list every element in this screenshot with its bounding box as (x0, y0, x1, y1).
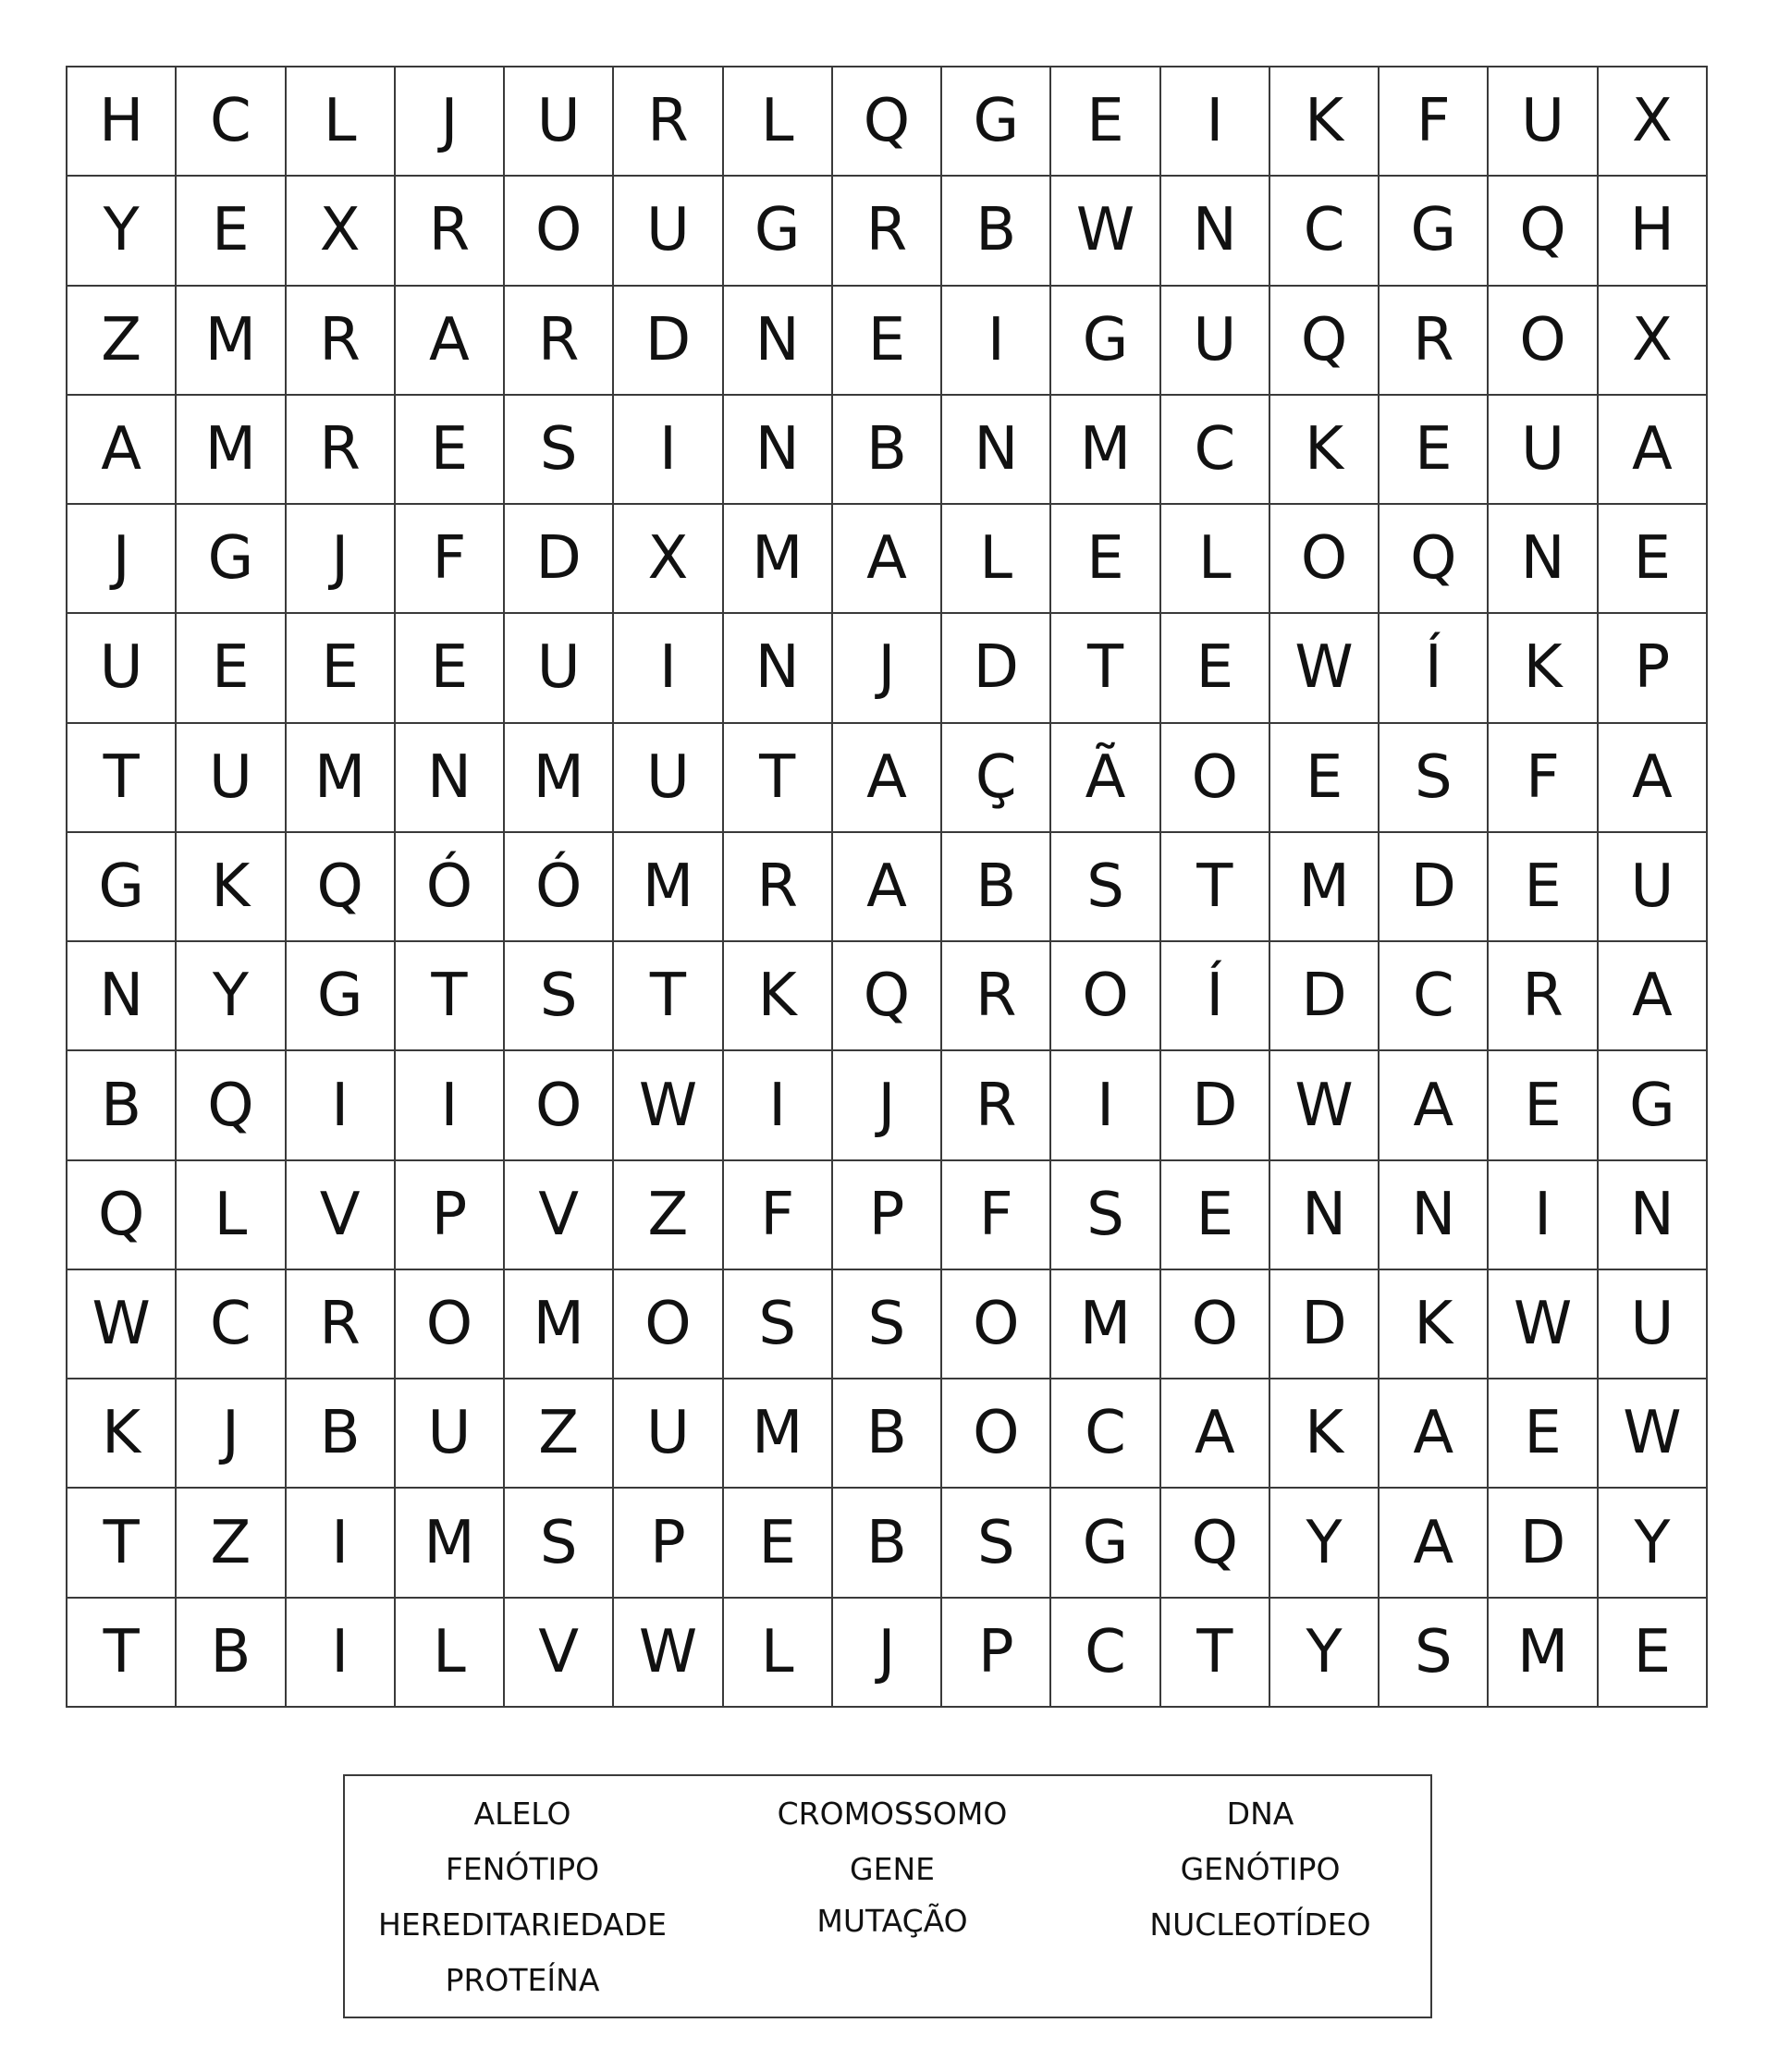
word-list-item: HEREDITARIEDADE (378, 1906, 667, 1943)
grid-cell[interactable]: L (942, 505, 1051, 614)
grid-cell[interactable]: E (1599, 505, 1708, 614)
grid-cell[interactable]: J (67, 505, 177, 614)
grid-cell[interactable]: D (1270, 1270, 1380, 1379)
word-list-box (343, 1774, 1432, 2018)
grid-cell[interactable]: Q (833, 942, 942, 1051)
grid-cell[interactable]: A (1380, 1379, 1489, 1489)
grid-cell[interactable]: R (1380, 287, 1489, 396)
grid-cell[interactable]: J (287, 505, 396, 614)
grid-cell[interactable]: A (833, 833, 942, 942)
grid-cell[interactable]: Q (1380, 505, 1489, 614)
grid-cell[interactable]: S (1051, 1161, 1160, 1270)
grid-cell[interactable]: S (724, 1270, 833, 1379)
grid-cell[interactable]: O (942, 1379, 1051, 1489)
grid-cell[interactable]: T (1051, 614, 1160, 723)
grid-cell[interactable]: N (724, 396, 833, 505)
grid-cell[interactable]: U (614, 724, 723, 833)
grid-cell[interactable]: X (1599, 287, 1708, 396)
grid-cell[interactable]: S (942, 1489, 1051, 1598)
grid-cell[interactable]: Y (177, 942, 286, 1051)
grid-cell[interactable]: B (833, 1379, 942, 1489)
grid-cell[interactable]: K (1380, 1270, 1489, 1379)
grid-cell[interactable]: W (1270, 1051, 1380, 1160)
grid-cell[interactable]: J (833, 614, 942, 723)
grid-cell[interactable]: N (724, 614, 833, 723)
grid-cell[interactable]: M (1051, 1270, 1160, 1379)
grid-cell[interactable]: K (724, 942, 833, 1051)
grid-cell[interactable]: T (67, 1599, 177, 1708)
grid-cell[interactable]: S (505, 942, 614, 1051)
grid-cell[interactable]: G (1051, 1489, 1160, 1598)
grid-cell[interactable]: Q (287, 833, 396, 942)
grid-cell[interactable]: D (1270, 942, 1380, 1051)
grid-cell[interactable]: R (1489, 942, 1598, 1051)
grid-cell[interactable]: O (505, 177, 614, 286)
grid-cell[interactable]: W (614, 1051, 723, 1160)
grid-cell[interactable]: Q (67, 1161, 177, 1270)
grid-cell[interactable]: E (724, 1489, 833, 1598)
grid-cell[interactable]: M (505, 1270, 614, 1379)
grid-cell[interactable]: L (287, 67, 396, 177)
grid-cell[interactable]: E (1270, 724, 1380, 833)
grid-cell[interactable]: D (1380, 833, 1489, 942)
grid-cell[interactable]: Z (67, 287, 177, 396)
grid-cell[interactable]: G (1380, 177, 1489, 286)
grid-cell[interactable]: P (396, 1161, 505, 1270)
word-list-item: NUCLEOTÍDEO (1149, 1906, 1371, 1943)
grid-cell[interactable]: I (614, 614, 723, 723)
grid-cell[interactable]: K (1270, 67, 1380, 177)
grid-cell[interactable]: G (177, 505, 286, 614)
grid-cell[interactable]: E (396, 614, 505, 723)
grid-cell[interactable]: A (67, 396, 177, 505)
grid-cell[interactable]: A (1599, 724, 1708, 833)
grid-cell[interactable]: D (1161, 1051, 1270, 1160)
grid-cell[interactable]: Q (1161, 1489, 1270, 1598)
grid-cell[interactable]: S (1051, 833, 1160, 942)
grid-cell[interactable]: R (505, 287, 614, 396)
grid-cell[interactable]: D (614, 287, 723, 396)
grid-cell[interactable]: K (1270, 1379, 1380, 1489)
grid-cell[interactable]: U (396, 1379, 505, 1489)
grid-cell[interactable]: E (1380, 396, 1489, 505)
grid-cell[interactable]: U (614, 177, 723, 286)
grid-cell[interactable]: A (833, 724, 942, 833)
grid-cell[interactable]: U (505, 614, 614, 723)
word-list-item: GENÓTIPO (1180, 1851, 1341, 1887)
grid-cell[interactable]: H (1599, 177, 1708, 286)
grid-cell[interactable]: O (505, 1051, 614, 1160)
grid-cell[interactable]: L (724, 67, 833, 177)
grid-cell[interactable]: T (614, 942, 723, 1051)
grid-cell[interactable]: U (505, 67, 614, 177)
grid-cell[interactable]: I (942, 287, 1051, 396)
grid-cell[interactable]: X (1599, 67, 1708, 177)
grid-cell[interactable]: S (833, 1270, 942, 1379)
grid-cell[interactable]: M (505, 724, 614, 833)
grid-cell[interactable]: B (287, 1379, 396, 1489)
grid-cell[interactable]: Ó (505, 833, 614, 942)
grid-cell[interactable]: N (1599, 1161, 1708, 1270)
grid-cell[interactable]: N (942, 396, 1051, 505)
grid-cell[interactable]: M (724, 505, 833, 614)
grid-cell[interactable]: Z (614, 1161, 723, 1270)
grid-cell[interactable]: K (1489, 614, 1598, 723)
grid-cell[interactable]: B (67, 1051, 177, 1160)
grid-cell[interactable]: P (942, 1599, 1051, 1708)
grid-cell[interactable]: E (1489, 1051, 1598, 1160)
grid-cell[interactable]: T (1161, 1599, 1270, 1708)
grid-cell[interactable]: H (67, 67, 177, 177)
grid-cell[interactable]: F (724, 1161, 833, 1270)
grid-cell[interactable]: U (1599, 833, 1708, 942)
grid-cell[interactable]: L (177, 1161, 286, 1270)
grid-cell[interactable]: G (67, 833, 177, 942)
grid-cell[interactable]: G (1051, 287, 1160, 396)
grid-cell[interactable]: N (1161, 177, 1270, 286)
grid-cell[interactable]: E (1489, 833, 1598, 942)
grid-cell[interactable]: S (505, 1489, 614, 1598)
grid-cell[interactable]: B (177, 1599, 286, 1708)
grid-cell[interactable]: I (287, 1489, 396, 1598)
grid-cell[interactable]: O (1270, 505, 1380, 614)
grid-cell[interactable]: R (287, 287, 396, 396)
grid-cell[interactable]: F (942, 1161, 1051, 1270)
grid-cell[interactable]: B (833, 396, 942, 505)
grid-cell[interactable]: R (833, 177, 942, 286)
grid-cell[interactable]: W (1599, 1379, 1708, 1489)
grid-cell[interactable]: M (177, 287, 286, 396)
grid-cell[interactable]: O (942, 1270, 1051, 1379)
grid-cell[interactable]: N (724, 287, 833, 396)
grid-cell[interactable]: D (505, 505, 614, 614)
grid-cell[interactable]: T (67, 724, 177, 833)
grid-cell[interactable]: B (833, 1489, 942, 1598)
grid-cell[interactable]: N (1270, 1161, 1380, 1270)
grid-cell[interactable]: B (942, 833, 1051, 942)
grid-cell[interactable]: M (1051, 396, 1160, 505)
grid-cell[interactable]: M (396, 1489, 505, 1598)
grid-cell[interactable]: R (724, 833, 833, 942)
grid-cell[interactable]: Y (67, 177, 177, 286)
grid-cell[interactable]: M (724, 1379, 833, 1489)
grid-cell[interactable]: A (396, 287, 505, 396)
grid-cell[interactable]: I (1051, 1051, 1160, 1160)
grid-cell[interactable]: I (287, 1599, 396, 1708)
word-list-item: FENÓTIPO (445, 1851, 600, 1887)
grid-cell[interactable]: U (614, 1379, 723, 1489)
grid-cell[interactable]: I (1161, 67, 1270, 177)
grid-cell[interactable]: A (1161, 1379, 1270, 1489)
grid-cell[interactable]: V (505, 1599, 614, 1708)
grid-cell[interactable]: X (287, 177, 396, 286)
grid-cell[interactable]: D (1489, 1489, 1598, 1598)
grid-cell[interactable]: W (1270, 614, 1380, 723)
grid-cell[interactable]: C (1051, 1599, 1160, 1708)
grid-cell[interactable]: A (1599, 396, 1708, 505)
grid-cell[interactable]: E (396, 396, 505, 505)
grid-cell[interactable]: A (1380, 1051, 1489, 1160)
grid-cell[interactable]: T (396, 942, 505, 1051)
grid-cell[interactable]: B (942, 177, 1051, 286)
grid-cell[interactable]: W (67, 1270, 177, 1379)
grid-cell[interactable]: E (1161, 614, 1270, 723)
grid-cell[interactable]: C (1380, 942, 1489, 1051)
letter-grid (66, 66, 1708, 1708)
grid-cell[interactable]: R (396, 177, 505, 286)
grid-cell[interactable]: E (1051, 505, 1160, 614)
grid-cell[interactable]: Q (833, 67, 942, 177)
grid-cell[interactable]: L (724, 1599, 833, 1708)
grid-cell[interactable]: R (942, 1051, 1051, 1160)
grid-cell[interactable]: A (1380, 1489, 1489, 1598)
grid-cell[interactable]: L (1161, 505, 1270, 614)
grid-cell[interactable]: J (833, 1051, 942, 1160)
grid-cell[interactable]: E (177, 614, 286, 723)
grid-cell[interactable]: I (724, 1051, 833, 1160)
grid-cell[interactable]: E (1051, 67, 1160, 177)
grid-cell[interactable]: V (505, 1161, 614, 1270)
grid-cell[interactable]: O (1161, 1270, 1270, 1379)
grid-cell[interactable]: F (1489, 724, 1598, 833)
grid-cell[interactable]: S (505, 396, 614, 505)
grid-cell[interactable]: U (1489, 396, 1598, 505)
grid-cell[interactable]: E (1599, 1599, 1708, 1708)
grid-cell[interactable]: Y (1270, 1489, 1380, 1598)
grid-cell[interactable]: J (396, 67, 505, 177)
grid-cell[interactable]: N (1489, 505, 1598, 614)
grid-cell[interactable]: S (1380, 724, 1489, 833)
grid-cell[interactable]: X (614, 505, 723, 614)
grid-cell[interactable]: G (287, 942, 396, 1051)
grid-cell[interactable]: V (287, 1161, 396, 1270)
grid-cell[interactable]: U (1489, 67, 1598, 177)
grid-cell[interactable]: U (177, 724, 286, 833)
grid-cell[interactable]: S (1380, 1599, 1489, 1708)
grid-cell[interactable]: Q (1270, 287, 1380, 396)
word-list-item: CROMOSSOMO (777, 1796, 1008, 1832)
grid-cell[interactable]: Í (1380, 614, 1489, 723)
grid-cell[interactable]: P (833, 1161, 942, 1270)
grid-cell[interactable]: N (396, 724, 505, 833)
grid-cell[interactable]: Ó (396, 833, 505, 942)
grid-cell[interactable]: Y (1270, 1599, 1380, 1708)
grid-cell[interactable]: U (67, 614, 177, 723)
grid-cell[interactable]: T (724, 724, 833, 833)
grid-cell[interactable]: U (1161, 287, 1270, 396)
grid-cell[interactable]: G (724, 177, 833, 286)
grid-cell[interactable]: E (1161, 1161, 1270, 1270)
grid-cell[interactable]: C (177, 67, 286, 177)
grid-cell[interactable]: W (1051, 177, 1160, 286)
grid-cell[interactable]: Z (177, 1489, 286, 1598)
grid-cell[interactable]: M (287, 724, 396, 833)
grid-cell[interactable]: T (67, 1489, 177, 1598)
grid-cell[interactable]: M (1489, 1599, 1598, 1708)
grid-cell[interactable]: C (1161, 396, 1270, 505)
grid-cell[interactable]: A (1599, 942, 1708, 1051)
grid-cell[interactable]: I (614, 396, 723, 505)
grid-cell[interactable]: R (942, 942, 1051, 1051)
grid-cell[interactable]: C (177, 1270, 286, 1379)
grid-cell[interactable]: C (1270, 177, 1380, 286)
grid-cell[interactable]: E (177, 177, 286, 286)
grid-cell[interactable]: R (287, 1270, 396, 1379)
grid-cell[interactable]: Y (1599, 1489, 1708, 1598)
grid-cell[interactable]: O (1161, 724, 1270, 833)
word-list-item: DNA (1226, 1796, 1294, 1832)
grid-cell[interactable]: L (396, 1599, 505, 1708)
grid-cell[interactable]: W (1489, 1270, 1598, 1379)
grid-cell[interactable]: N (1380, 1161, 1489, 1270)
grid-cell[interactable]: Q (177, 1051, 286, 1160)
grid-cell[interactable]: A (833, 505, 942, 614)
grid-cell[interactable]: Q (1489, 177, 1598, 286)
grid-cell[interactable]: J (833, 1599, 942, 1708)
grid-cell[interactable]: E (1489, 1379, 1598, 1489)
word-list-item: PROTEÍNA (445, 1962, 600, 1998)
word-list-item: ALELO (473, 1796, 571, 1832)
grid-cell[interactable]: E (833, 287, 942, 396)
grid-cell[interactable]: Z (505, 1379, 614, 1489)
grid-cell[interactable]: Ç (942, 724, 1051, 833)
grid-cell[interactable]: U (1599, 1270, 1708, 1379)
grid-cell[interactable]: Ã (1051, 724, 1160, 833)
word-list-item: GENE (850, 1851, 935, 1887)
grid-cell[interactable]: I (287, 1051, 396, 1160)
grid-cell[interactable]: E (287, 614, 396, 723)
grid-cell[interactable]: F (396, 505, 505, 614)
grid-cell[interactable]: T (1161, 833, 1270, 942)
grid-cell[interactable]: K (1270, 396, 1380, 505)
grid-cell[interactable]: K (177, 833, 286, 942)
grid-cell[interactable]: P (1599, 614, 1708, 723)
grid-cell[interactable]: R (614, 67, 723, 177)
grid-cell[interactable]: O (396, 1270, 505, 1379)
grid-cell[interactable]: C (1051, 1379, 1160, 1489)
grid-cell[interactable]: O (614, 1270, 723, 1379)
grid-cell[interactable]: Í (1161, 942, 1270, 1051)
grid-cell[interactable]: I (1489, 1161, 1598, 1270)
grid-cell[interactable]: W (614, 1599, 723, 1708)
grid-cell[interactable]: F (1380, 67, 1489, 177)
grid-cell[interactable]: J (177, 1379, 286, 1489)
grid-cell[interactable]: I (396, 1051, 505, 1160)
grid-cell[interactable]: M (177, 396, 286, 505)
grid-cell[interactable]: M (1270, 833, 1380, 942)
word-list-item: MUTAÇÃO (816, 1903, 968, 1939)
grid-cell[interactable]: O (1051, 942, 1160, 1051)
grid-cell[interactable]: R (287, 396, 396, 505)
grid-cell[interactable]: G (1599, 1051, 1708, 1160)
grid-cell[interactable]: O (1489, 287, 1598, 396)
grid-cell[interactable]: P (614, 1489, 723, 1598)
grid-cell[interactable]: K (67, 1379, 177, 1489)
grid-cell[interactable]: N (67, 942, 177, 1051)
grid-cell[interactable]: D (942, 614, 1051, 723)
grid-cell[interactable]: M (614, 833, 723, 942)
grid-cell[interactable]: G (942, 67, 1051, 177)
